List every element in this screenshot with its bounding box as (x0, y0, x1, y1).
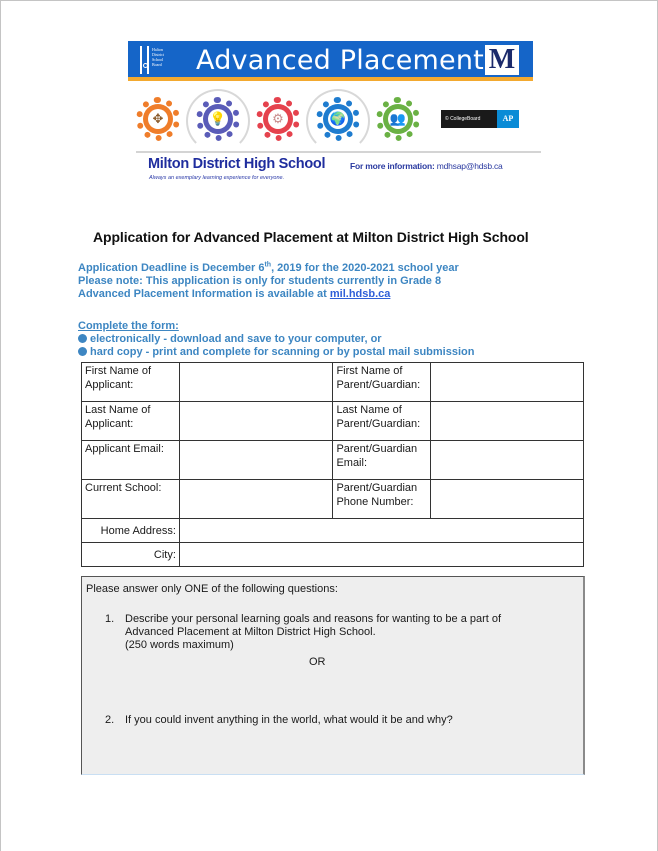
first-name-parent-label: First Name of Parent/Guardian: (333, 363, 431, 402)
info-link[interactable]: mil.hdsb.ca (329, 288, 391, 300)
bullet-icon (78, 347, 87, 356)
parent-email-label: Parent/Guardian Email: (333, 441, 431, 480)
first-name-applicant-label: First Name of Applicant: (82, 363, 180, 402)
collegeboard-text: © CollegeBoard (441, 110, 497, 128)
current-school-field[interactable] (179, 480, 333, 519)
or-separator: OR (309, 656, 326, 668)
school-name: Milton District High School (148, 156, 326, 172)
people-chat-icon: 👥 (376, 97, 420, 141)
city-label: City: (82, 543, 180, 567)
swoosh-line (136, 151, 541, 153)
first-name-applicant-field[interactable] (179, 363, 333, 402)
table-row (82, 480, 584, 519)
more-info (350, 161, 503, 171)
grade-note: Please note: This application is only for students currently in Grade 8 (78, 275, 442, 287)
table-row (82, 519, 584, 543)
complete-heading: Complete the form: (78, 320, 179, 332)
school-m-logo-icon: M (485, 45, 519, 75)
brain-gears-icon: ⚙ (256, 97, 300, 141)
info-available-line: Advanced Placement Information is available at mil.hdsb.ca (78, 288, 391, 300)
home-address-field[interactable] (179, 519, 583, 543)
applicant-email-field[interactable] (179, 441, 333, 480)
parent-phone-field[interactable] (431, 480, 584, 519)
question-1-number: 1. (105, 613, 115, 625)
globe-icon: 🌍 (316, 97, 360, 141)
parent-email-field[interactable] (431, 441, 584, 480)
bullet-icon (78, 334, 87, 343)
question-2-text: If you could invent anything in the world, what would it be and why? (125, 714, 453, 726)
applicant-form-table (81, 362, 584, 567)
page-title: Application for Advanced Placement at Milton District High School (93, 229, 529, 245)
more-info-label: For more information: (350, 161, 435, 171)
last-name-parent-field[interactable] (431, 402, 584, 441)
question-2-number: 2. (105, 714, 115, 726)
last-name-applicant-label: Last Name of Applicant: (82, 402, 180, 441)
option-hardcopy: hard copy - print and complete for scanning or by postal mail submission (78, 346, 474, 359)
board-logo-word: School (152, 57, 164, 62)
table-row (82, 363, 584, 402)
board-logo-word: Board (152, 62, 162, 67)
current-school-label: Current School: (82, 480, 180, 519)
banner-title: Advanced Placement (196, 45, 484, 76)
lightbulb-icon: 💡 (196, 97, 240, 141)
questions-intro: Please answer only ONE of the following questions: (86, 583, 338, 595)
hands-puzzle-icon: ✥ (136, 97, 180, 141)
home-address-label: Home Address: (82, 519, 180, 543)
first-name-parent-field[interactable] (431, 363, 584, 402)
header-banner (128, 41, 533, 196)
board-logo-icon (140, 46, 149, 74)
option-electronic: electronically - download and save to your computer, or (78, 333, 474, 346)
parent-phone-label: Parent/Guardian Phone Number: (333, 480, 431, 519)
deadline-line: Application Deadline is December 6th, 2019 for the 2020-2021 school year (78, 261, 459, 274)
questions-box[interactable] (81, 576, 585, 775)
last-name-parent-label: Last Name of Parent/Guardian: (333, 402, 431, 441)
question-1-text: Describe your personal learning goals and reasons for wanting to be a part of Advanced Placement at Milton District High School. (250 words maximum) (125, 613, 502, 651)
collegeboard-ap-logo (441, 110, 519, 128)
application-info (78, 262, 459, 301)
last-name-applicant-field[interactable] (179, 402, 333, 441)
more-info-email: mdhsap@hdsb.ca (436, 161, 503, 171)
board-logo-word: Halton (152, 47, 163, 52)
table-row (82, 402, 584, 441)
board-logo-word: District (152, 52, 164, 57)
table-row (82, 441, 584, 480)
completion-instructions (78, 320, 474, 359)
city-field[interactable] (179, 543, 583, 567)
school-tagline: Always an exemplary learning experience for everyone. (149, 175, 285, 181)
ap-text: AP (497, 110, 519, 128)
table-row (82, 543, 584, 567)
applicant-email-label: Applicant Email: (82, 441, 180, 480)
halton-board-logo (140, 46, 178, 76)
banner-title-bar (128, 41, 533, 81)
